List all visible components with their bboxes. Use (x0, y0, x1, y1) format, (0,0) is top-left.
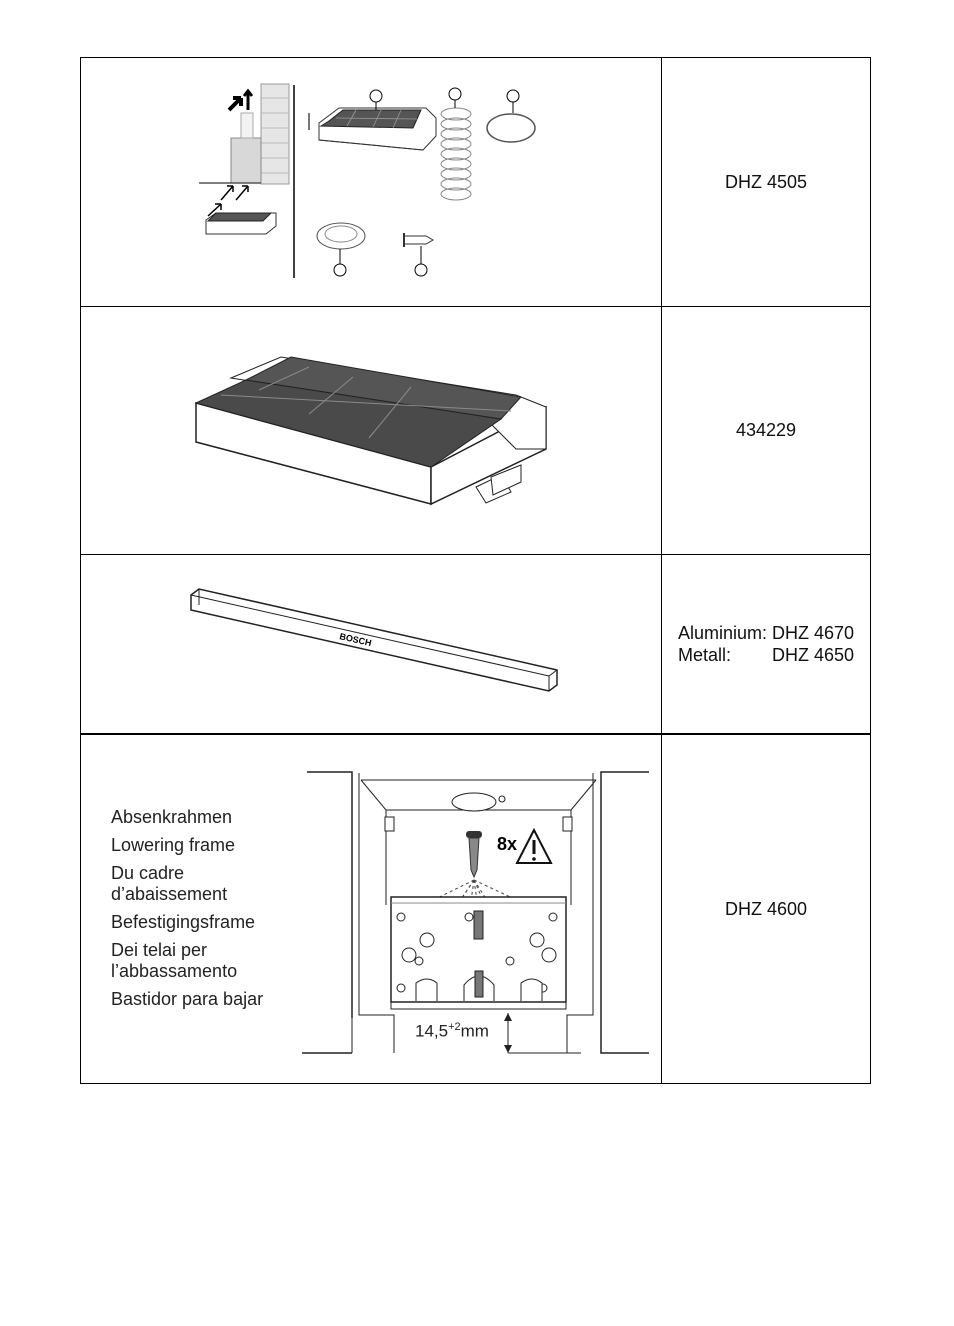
trim-bar-illustration (81, 555, 662, 733)
carbon-filter-drawing (81, 307, 662, 555)
table-row (81, 554, 870, 733)
frame-label: Lowering frame (111, 835, 236, 855)
dimension-unit: mm (460, 1021, 489, 1041)
part-number: 434229 (735, 420, 797, 440)
part-number: DHZ 4670 (771, 623, 855, 643)
frame-label: Dei telai per l’abbassamento (111, 940, 238, 981)
accessories-table (80, 57, 871, 1084)
dimension-value: 14,5 (415, 1021, 449, 1041)
material-label: Aluminium: (677, 623, 767, 643)
table-row (81, 306, 870, 554)
screw-count: 8x (497, 834, 518, 854)
carbon-filter-illustration (81, 307, 662, 554)
part-number: DHZ 4650 (771, 645, 855, 665)
trim-bar-drawing (81, 555, 662, 734)
recirculation-kit-drawing (81, 58, 662, 306)
table-row (81, 733, 870, 1083)
part-number: DHZ 4600 (724, 898, 808, 919)
dimension-tolerance: +2 (448, 1021, 461, 1033)
part-number: DHZ 4505 (724, 171, 808, 192)
table-row (81, 58, 870, 306)
frame-label: Absenkrahmen (111, 807, 233, 827)
part-number-variants (662, 555, 870, 733)
recirculation-kit-illustration (81, 58, 662, 306)
material-label: Metall: (677, 645, 731, 665)
lowering-frame-illustration (81, 735, 662, 1083)
frame-label: Befestigingsframe (111, 912, 256, 932)
lowering-frame-drawing (81, 735, 662, 1085)
frame-label: Bastidor para bajar (111, 989, 264, 1009)
brand-logo-text: BOSCH (338, 631, 373, 649)
frame-label: Du cadre d’abaissement (111, 863, 228, 904)
dimension-label (415, 1021, 489, 1042)
